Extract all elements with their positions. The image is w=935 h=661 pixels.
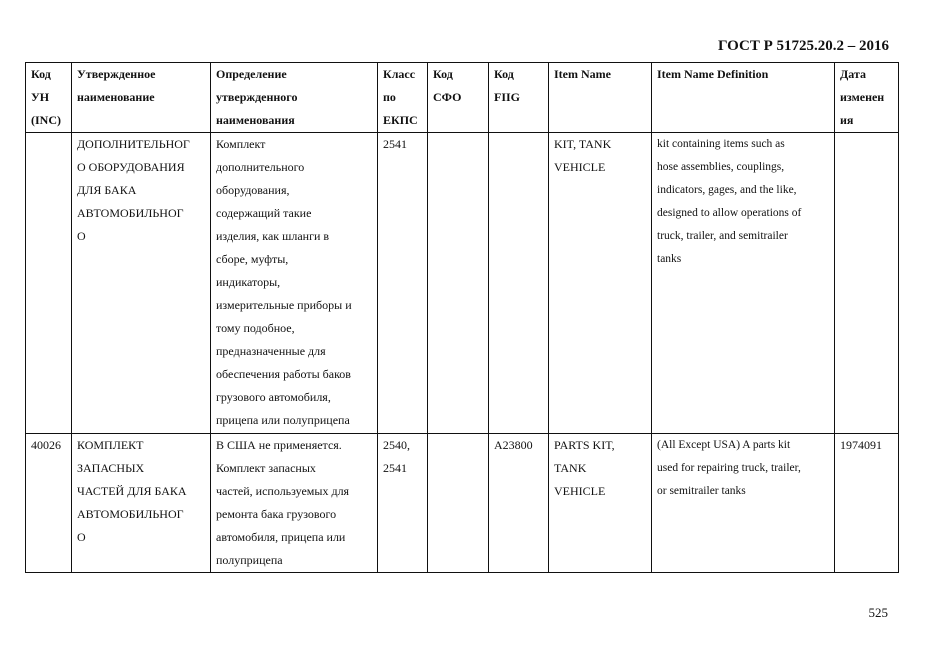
header-approved-name: Утвержденное наименование bbox=[72, 63, 211, 133]
cell-item-definition: kit containing items such as hose assemblies, couplings, indicators, gages, and the like, designed to allow operations of truck, trailer, and semitrailer tanks bbox=[652, 133, 835, 434]
cell-item-definition: (All Except USA) A parts kit used for repairing truck, trailer, or semitrailer tanks bbox=[652, 434, 835, 573]
cell-definition: Комплект дополнительного оборудования, содержащий такие изделия, как шланги в сборе, муфты, индикаторы, измерительные приборы и тому подобное, предназначенные для обеспечения работы баков грузового автомобиля, прицепа или полуприцепа bbox=[211, 133, 378, 434]
cell-item-name: PARTS KIT, TANK VEHICLE bbox=[549, 434, 652, 573]
header-inc-code: Код УН (INC) bbox=[26, 63, 72, 133]
header-fiig-code: Код FIIG bbox=[489, 63, 549, 133]
cell-class: 2541 bbox=[378, 133, 428, 434]
table-row bbox=[26, 133, 899, 434]
cell-fiig: A23800 bbox=[489, 434, 549, 573]
header-definition: Определение утвержденного наименования bbox=[211, 63, 378, 133]
cell-inc bbox=[26, 133, 72, 434]
header-change-date: Дата изменен ия bbox=[835, 63, 899, 133]
page-number: 525 bbox=[868, 605, 888, 620]
cell-sfo bbox=[428, 133, 489, 434]
cell-class: 2540, 2541 bbox=[378, 434, 428, 573]
header-item-name: Item Name bbox=[549, 63, 652, 133]
cell-fiig bbox=[489, 133, 549, 434]
cell-date bbox=[835, 133, 899, 434]
cell-definition: В США не применяется. Комплект запасных частей, используемых для ремонта бака грузового автомобиля, прицепа или полуприцепа bbox=[211, 434, 378, 573]
cell-item-name: KIT, TANK VEHICLE bbox=[549, 133, 652, 434]
header-sfo-code: Код СФО bbox=[428, 63, 489, 133]
catalog-table bbox=[25, 62, 899, 573]
cell-approved-name: ДОПОЛНИТЕЛЬНОГ О ОБОРУДОВАНИЯ ДЛЯ БАКА АВТОМОБИЛЬНОГ О bbox=[72, 133, 211, 434]
header-class: Класс по ЕКПС bbox=[378, 63, 428, 133]
cell-approved-name: КОМПЛЕКТ ЗАПАСНЫХ ЧАСТЕЙ ДЛЯ БАКА АВТОМОБИЛЬНОГ О bbox=[72, 434, 211, 573]
cell-sfo bbox=[428, 434, 489, 573]
cell-inc: 40026 bbox=[26, 434, 72, 573]
table-header-row bbox=[26, 63, 899, 133]
table-row bbox=[26, 434, 899, 573]
document-standard-title: ГОСТ Р 51725.20.2 – 2016 bbox=[717, 38, 889, 54]
cell-date: 1974091 bbox=[835, 434, 899, 573]
header-item-name-definition: Item Name Definition bbox=[652, 63, 835, 133]
